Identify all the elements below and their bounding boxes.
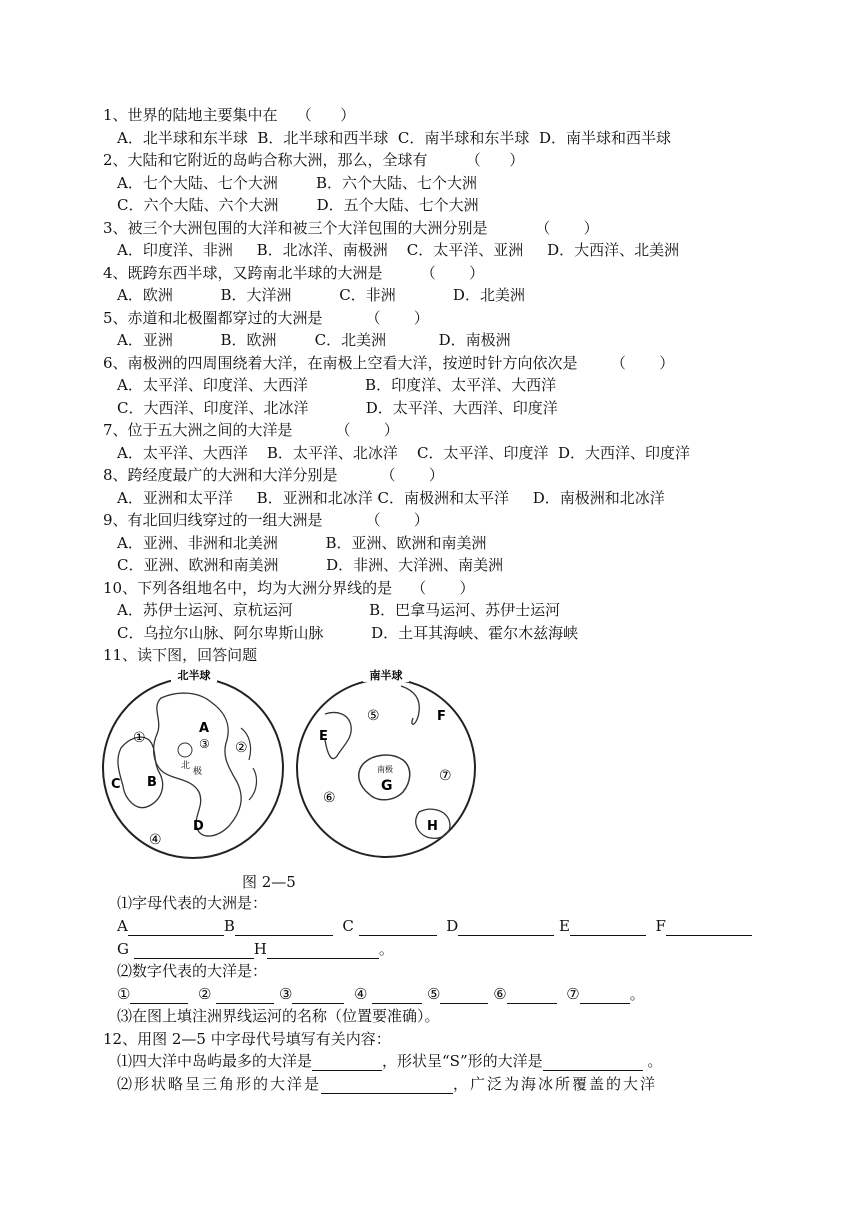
ocean-number-6: ⑥ bbox=[493, 985, 507, 1003]
question-12-line1-end: 。 bbox=[642, 1052, 663, 1070]
answer-blank-H[interactable] bbox=[267, 942, 379, 959]
continent-answer-row1 bbox=[117, 916, 752, 936]
answer-blank-q12-1[interactable] bbox=[312, 1054, 382, 1071]
south-map-title: 南半球 bbox=[369, 669, 403, 682]
north-pole-label-bottom: 极 bbox=[193, 767, 203, 777]
ocean-number-5: ⑤ bbox=[427, 985, 441, 1003]
south-hemisphere-map bbox=[297, 668, 475, 857]
answer-blank-G[interactable] bbox=[134, 942, 254, 959]
question-1-options: A．北半球和东半球 B．北半球和西半球 C．南半球和东半球 D．南半球和西半球 bbox=[117, 129, 671, 147]
north-pole-label-top: 北 bbox=[181, 761, 191, 771]
answer-blank-7[interactable] bbox=[580, 987, 630, 1004]
question-2-stem: 2、大陆和它附近的岛屿合称大洲，那么，全球有 （ ） bbox=[103, 151, 525, 169]
continent-letter-G: G bbox=[117, 940, 129, 958]
answer-blank-5[interactable] bbox=[440, 987, 488, 1004]
continent-label-E: E bbox=[319, 729, 328, 744]
question-12-line2 bbox=[117, 1074, 657, 1094]
ocean-label-2: ② bbox=[235, 740, 248, 756]
question-11-sub3: ⑶在图上填注洲界线运河的名称（位置要准确）。 bbox=[117, 1007, 440, 1025]
continent-label-G: G bbox=[381, 778, 393, 794]
question-4-options: A．欧洲 B．大洋洲 C．非洲 D．北美洲 bbox=[117, 286, 525, 304]
answer-blank-1[interactable] bbox=[130, 987, 188, 1004]
south-pole-label: 南极 bbox=[377, 765, 393, 774]
figure-caption: 图 2—5 bbox=[242, 873, 296, 891]
question-10-options-row2: C．乌拉尔山脉、阿尔卑斯山脉 D．土耳其海峡、霍尔木兹海峡 bbox=[117, 624, 579, 642]
question-3-stem: 3、被三个大洲包围的大洋和被三个大洋包围的大洲分别是 （ ） bbox=[103, 219, 599, 237]
ocean-number-4: ④ bbox=[354, 985, 368, 1003]
answer-blank-C[interactable] bbox=[359, 919, 437, 936]
ocean-number-3: ③ bbox=[279, 985, 293, 1003]
question-7-options: A．太平洋、大西洋 B．太平洋、北冰洋 C．太平洋、印度洋 D．大西洋、印度洋 bbox=[117, 444, 691, 462]
question-2-options-row2: C．六个大陆、六个大洲 D．五个大陆、七个大洲 bbox=[117, 196, 479, 214]
ocean-answer-row bbox=[117, 984, 645, 1004]
north-hemisphere-map bbox=[103, 668, 283, 858]
ocean-label-6: ⑥ bbox=[323, 790, 336, 806]
question-6-stem: 6、南极洲的四周围绕着大洋，在南极上空看大洋，按逆时针方向依次是 （ ） bbox=[103, 354, 675, 372]
ocean-label-4: ④ bbox=[149, 832, 162, 848]
answer-blank-F[interactable] bbox=[666, 919, 752, 936]
answer-blank-2[interactable] bbox=[216, 987, 274, 1004]
continent-letter-B: B bbox=[223, 917, 235, 935]
ocean-number-2: ② bbox=[198, 985, 212, 1003]
continent-letter-H: H bbox=[253, 940, 267, 958]
question-7-stem: 7、位于五大洲之间的大洋是 （ ） bbox=[103, 421, 399, 439]
question-4-stem: 4、既跨东西半球，又跨南北半球的大洲是 （ ） bbox=[103, 264, 485, 282]
answer-blank-q12-2[interactable] bbox=[543, 1054, 643, 1071]
answer-blank-6[interactable] bbox=[507, 987, 557, 1004]
question-12-line1-part1: ⑴四大洋中岛屿最多的大洋是 bbox=[117, 1052, 313, 1070]
question-10-stem: 10、下列各组地名中，均为大洲分界线的是 （ ） bbox=[103, 579, 475, 597]
north-map-title: 北半球 bbox=[177, 669, 211, 682]
ocean-label-1: ① bbox=[133, 730, 146, 746]
answer-blank-D[interactable] bbox=[458, 919, 554, 936]
question-1-stem: 1、世界的陆地主要集中在 （ ） bbox=[103, 106, 356, 124]
end-mark: 。 bbox=[378, 940, 394, 958]
ocean-label-3: ③ bbox=[199, 737, 210, 751]
continent-letter-C: C bbox=[342, 917, 354, 935]
question-9-options-row1: A．亚洲、非洲和北美洲 B．亚洲、欧洲和南美洲 bbox=[117, 534, 487, 552]
ocean-number-1: ① bbox=[117, 985, 131, 1003]
question-12-line2-part2: ，广泛为海冰所覆盖的大洋 bbox=[453, 1075, 658, 1093]
hemisphere-maps-figure bbox=[101, 668, 481, 864]
question-6-options-row2: C．大西洋、印度洋、北冰洋 D．太平洋、大西洋、印度洋 bbox=[117, 399, 558, 417]
question-2-options-row1: A．七个大陆、七个大洲 B．六个大陆、七个大洲 bbox=[117, 174, 478, 192]
answer-blank-q12-3[interactable] bbox=[321, 1077, 453, 1094]
question-11-sub2: ⑵数字代表的大洋是： bbox=[117, 962, 268, 980]
continent-label-A: A bbox=[199, 721, 210, 736]
answer-blank-E[interactable] bbox=[570, 919, 646, 936]
question-8-options: A．亚洲和太平洋 B．亚洲和北冰洋 C．南极洲和太平洋 D．南极洲和北冰洋 bbox=[117, 489, 665, 507]
question-8-stem: 8、跨经度最广的大洲和大洋分别是 （ ） bbox=[103, 466, 444, 484]
continent-label-H: H bbox=[427, 819, 438, 834]
question-12-line1 bbox=[117, 1051, 662, 1071]
answer-blank-3[interactable] bbox=[292, 987, 344, 1004]
question-12-line1-part2: ，形状呈“S”形的大洋是 bbox=[382, 1052, 543, 1070]
ocean-label-5: ⑤ bbox=[367, 708, 380, 724]
answer-blank-4[interactable] bbox=[372, 987, 422, 1004]
continent-letter-F: F bbox=[655, 917, 666, 935]
ocean-number-7: ⑦ bbox=[566, 985, 580, 1003]
continent-answer-row2 bbox=[117, 939, 394, 959]
ocean-label-7: ⑦ bbox=[439, 768, 452, 784]
question-11-sub1: ⑴字母代表的大洲是： bbox=[117, 894, 268, 912]
question-12-stem: 12、用图 2—5 中字母代号填写有关内容： bbox=[103, 1030, 391, 1048]
continent-label-C: C bbox=[111, 777, 121, 792]
question-11-stem: 11、读下图，回答问题 bbox=[103, 646, 258, 664]
question-9-stem: 9、有北回归线穿过的一组大洲是 （ ） bbox=[103, 511, 429, 529]
end-mark: 。 bbox=[629, 985, 645, 1003]
question-5-options: A．亚洲 B．欧洲 C．北美洲 D．南极洲 bbox=[117, 331, 511, 349]
continent-label-B: B bbox=[147, 775, 157, 790]
continent-letter-D: D bbox=[446, 917, 459, 935]
question-5-stem: 5、赤道和北极圈都穿过的大洲是 （ ） bbox=[103, 309, 429, 327]
question-10-options-row1: A．苏伊士运河、京杭运河 B．巴拿马运河、苏伊士运河 bbox=[117, 601, 561, 619]
question-12-line2-part1: ⑵形状略呈三角形的大洋是 bbox=[117, 1075, 322, 1093]
answer-blank-A[interactable] bbox=[128, 919, 224, 936]
question-3-options: A．印度洋、非洲 B．北冰洋、南极洲 C．太平洋、亚洲 D．大西洋、北美洲 bbox=[117, 241, 680, 259]
continent-letter-A: A bbox=[117, 917, 128, 935]
answer-blank-B[interactable] bbox=[235, 919, 333, 936]
continent-label-F: F bbox=[437, 709, 446, 724]
question-6-options-row1: A．太平洋、印度洋、大西洋 B．印度洋、太平洋、大西洋 bbox=[117, 376, 557, 394]
continent-label-D: D bbox=[193, 819, 204, 834]
question-9-options-row2: C．亚洲、欧洲和南美洲 D．非洲、大洋洲、南美洲 bbox=[117, 556, 504, 574]
continent-letter-E: E bbox=[559, 917, 570, 935]
